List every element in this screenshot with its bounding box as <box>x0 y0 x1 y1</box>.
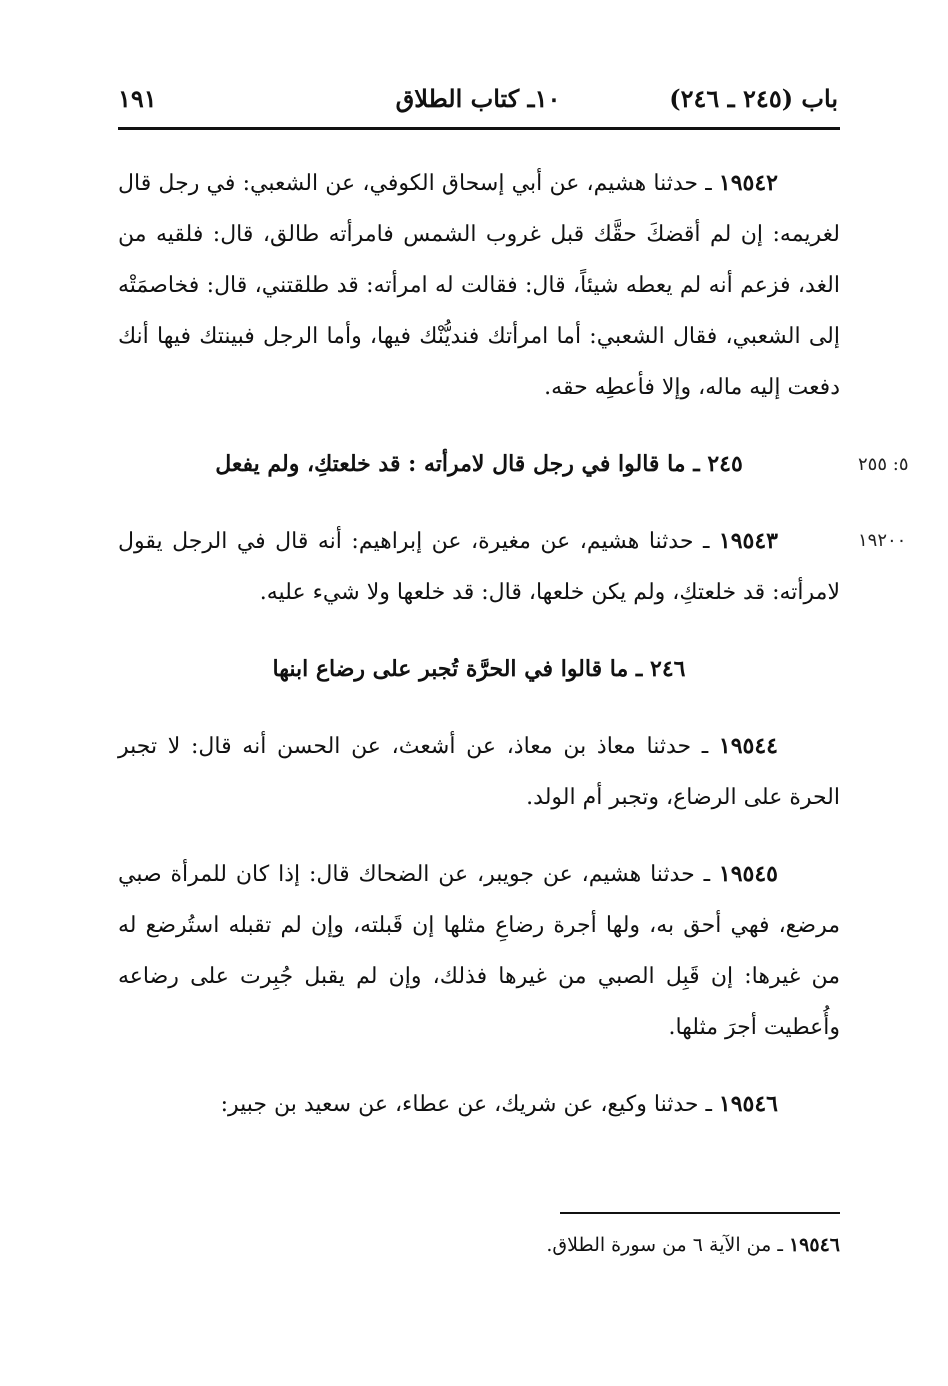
hadith-text: ـ حدثنا هشيم، عن جويبر، عن الضحاك قال: إذا كان للمرأة صبي مرضع، فهي أحق به، ولها أجرة رضاعِ مثلها إن قَبلته، وإن لم تقبله استُرضع له من غيرها: إن قَبِل الصبي من غيرها فذلك، وإن لم يقبل جُبِرت على رضاعه وأُعطيت أجرَ مثلها. <box>118 862 840 1040</box>
footnote-text: ـ من الآية ٦ من سورة الطلاق. <box>546 1234 789 1256</box>
footnote-number: ١٩٥٤٦ <box>788 1234 840 1256</box>
hadith-number: ١٩٥٤٣ <box>718 528 778 554</box>
hadith-number: ١٩٥٤٦ <box>718 1091 778 1117</box>
margin-reference: ١٩٢٠٠ <box>858 530 907 551</box>
hadith-number: ١٩٥٤٥ <box>718 861 778 887</box>
hadith-paragraph <box>118 721 840 823</box>
page-header <box>118 80 838 120</box>
header-rule <box>118 127 840 130</box>
page-body <box>118 158 840 1156</box>
hadith-paragraph <box>118 158 840 413</box>
hadith-number: ١٩٥٤٤ <box>718 733 778 759</box>
hadith-paragraph <box>118 1079 840 1130</box>
margin-reference: ٥: ٢٥٥ <box>858 454 909 475</box>
book-title: ١٠ـ كتاب الطلاق <box>395 84 561 113</box>
hadith-text: ـ حدثنا هشيم، عن مغيرة، عن إبراهيم: أنه قال في الرجل يقول لامرأته: قد خلعتكِ، ولم يكن خلعها، قال: قد خلعها ولا شيء عليه. <box>118 529 840 605</box>
footnote-rule <box>560 1212 840 1214</box>
hadith-paragraph <box>118 849 840 1053</box>
hadith-text: ـ حدثنا وكيع، عن شريك، عن عطاء، عن سعيد بن جبير: <box>220 1092 719 1117</box>
chapter-heading: ٢٤٥ ـ ما قالوا في رجل قال لامرأته : قد خلعتكِ، ولم يفعل <box>215 451 743 477</box>
hadith-paragraph <box>118 516 840 618</box>
chapter-heading: ٢٤٦ ـ ما قالوا في الحرَّة تُجبر على رضاع ابنها <box>272 656 686 682</box>
hadith-text: ـ حدثنا معاذ بن معاذ، عن أشعث، عن الحسن أنه قال: لا تجبر الحرة على الرضاع، وتجبر أم الولد. <box>118 734 840 810</box>
footnote <box>400 1234 840 1256</box>
hadith-number: ١٩٥٤٢ <box>718 170 778 196</box>
chapter-range: باب (٢٤٥ ـ ٢٤٦) <box>669 84 838 113</box>
page-number: ١٩١ <box>118 84 157 113</box>
hadith-text: ـ حدثنا هشيم، عن أبي إسحاق الكوفي، عن الشعبي: في رجل قال لغريمه: إن لم أقضكَ حقَّك قبل غروب الشمس فامرأته طالق، قال: فلقيه من الغد، فزعم أنه لم يعطه شيئاً، قال: فقالت له امرأته: قد طلقتني، قال: فخاصمَتْه إلى الشعبي، فقال الشعبي: أما امرأتك فنديُّنْك فيها، وأما الرجل فبينتك فيها أنك دفعت إليه ماله، وإلا فأعطِه حقه. <box>118 171 840 400</box>
